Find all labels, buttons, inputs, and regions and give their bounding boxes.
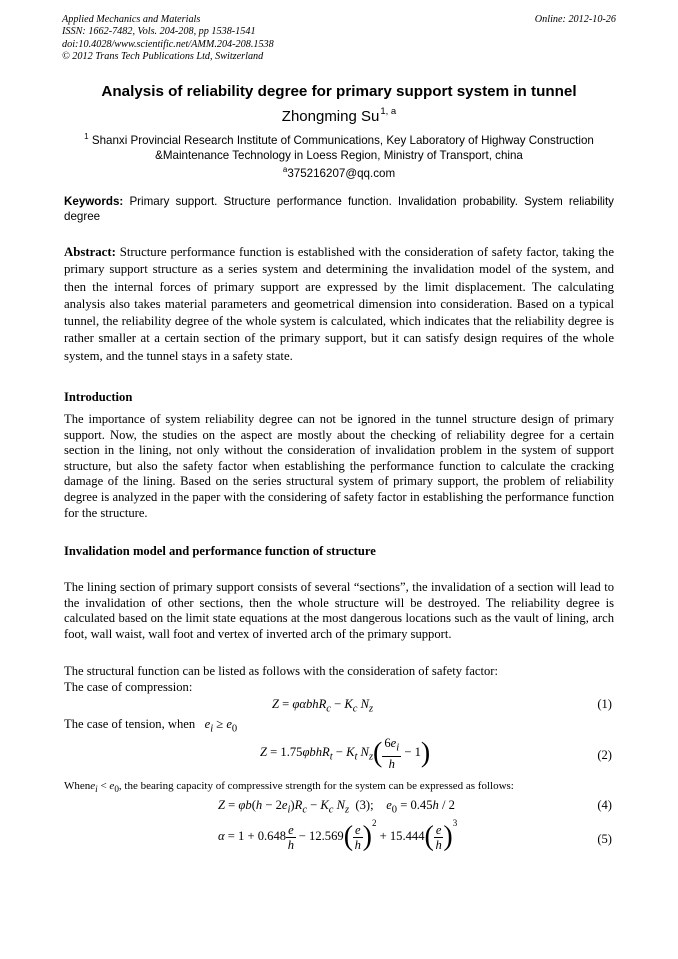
equation-3-4: $Z = \varphi b(h - 2e_i)R_c - K_c$ $N_z$ (3); $e_0 = 0.45h / 2$	[218, 798, 455, 816]
equation-1: $Z = \varphi\alpha bhR_c - K_c$ $N_z$	[272, 697, 374, 715]
section2-para2: The structural function can be listed as follows with the consideration of safety factor:	[64, 664, 498, 678]
introduction-heading: Introduction	[64, 390, 133, 404]
affil-sup: 1	[84, 132, 89, 141]
abstract-label: Abstract:	[64, 245, 116, 259]
introduction-text: The importance of system reliability degree can not be ignored in the tunnel structure design of primary support. Now, the studies on the aspect are mostly about the checking of reliability degree for a certain section in the lining, not only without the consideration of invalidation problem in the system of support structure, but also the safety factor when establishing the performance function to calculate the cracking damage of the lining. Based on the series structural system of primary support, the problem of reliability degree is analyzed in the paper with the considering of safety factor in establishing the performance function for the structure.	[64, 412, 614, 520]
abstract	[64, 244, 614, 365]
doi-line: doi:10.4028/www.scientific.net/AMM.204-208.1538	[62, 38, 274, 50]
copyright-line: © 2012 Trans Tech Publications Ltd, Switzerland	[62, 51, 264, 63]
author-name: Zhongming Su	[281, 108, 380, 125]
email-sup: a	[282, 165, 288, 175]
equation-2: $Z = 1.75\varphi bhR_t - K_t$ $N_z$( $\frac{6e_i}{h}$ − 1)	[260, 736, 431, 771]
keywords-text: Primary support. Structure performance function. Invalidation probability. System reliability degree	[64, 195, 614, 223]
affil-line2: &Maintenance Technology in Loess Region, Ministry of Transport, china	[155, 148, 523, 162]
affil-line1: Shanxi Provincial Research Institute of Communications, Key Laboratory of Highway Construction	[91, 134, 594, 147]
author-sup: 1, a	[380, 106, 397, 117]
online-date: Online: 2012-10-26	[534, 14, 616, 25]
affiliation	[64, 130, 614, 182]
journal-name: Applied Mechanics and Materials	[62, 14, 201, 25]
equation-4-number: (4)	[597, 798, 612, 812]
journal-header	[62, 14, 616, 64]
paper-title: Analysis of reliability degree for primary support system in tunnel	[101, 83, 577, 100]
when-text: , the bearing capacity of compressive strength for the system can be expressed as follows:	[118, 780, 514, 792]
section2-heading: Invalidation model and performance function of structure	[64, 544, 376, 558]
compression-label: The case of compression:	[64, 680, 193, 694]
tension-line: The case of tension, when $e_i \ge e_0$	[64, 717, 238, 735]
author-email: 375216207@qq.com	[287, 167, 396, 181]
abstract-text: Structure performance function is established with the consideration of safety factor, taking the primary support structure as a series system and determining the invalidation model of the system, and then the internal forces of primary support are expressed by the limit displacement. The calculating analysis also takes material parameters and geometrical dimension into consideration. Based on a typical tunnel, the reliability degree of the whole system is calculated, which indicates that the reliability degree is rather smaller at a certain section of the primary support, but it can satisfy design requires of the whole system, and the tunnel stays in a safety state.	[64, 245, 614, 363]
when-prefix: When	[64, 780, 91, 792]
section2-para1: The lining section of primary support consists of several “sections”, the invalidation of a section will lead to the invalidation of other sections, then the whole structure will be destroyed. The reliability degree is calculated based on the limit state equations at the most dangerous locations such as the vault of lining, arch foot, wall waist, wall foot and vertex of inverted arch of the primary support.	[64, 580, 614, 641]
tension-label: The case of tension, when	[64, 717, 196, 731]
issn-line: ISSN: 1662-7482, Vols. 204-208, pp 1538-1541	[62, 26, 256, 38]
equation-2-number: (2)	[597, 748, 612, 762]
equation-5: α = 1 + 0.648 $\frac{e}{h}$ − 12.569( $\frac{e}{h}$ )$^2$ + 15.444( $\frac{e}{h}$ )$^3$	[218, 818, 458, 853]
author-line	[0, 106, 678, 125]
equation-3-number: (3);	[355, 798, 374, 812]
equation-1-number: (1)	[597, 697, 612, 711]
when-line: Whene$_i$ < $e_0$, the bearing capacity of compressive strength for the system can be expressed as follows:	[64, 780, 514, 795]
keywords-label: Keywords:	[64, 195, 124, 208]
equation-5-number: (5)	[597, 832, 612, 846]
keywords	[64, 195, 614, 224]
